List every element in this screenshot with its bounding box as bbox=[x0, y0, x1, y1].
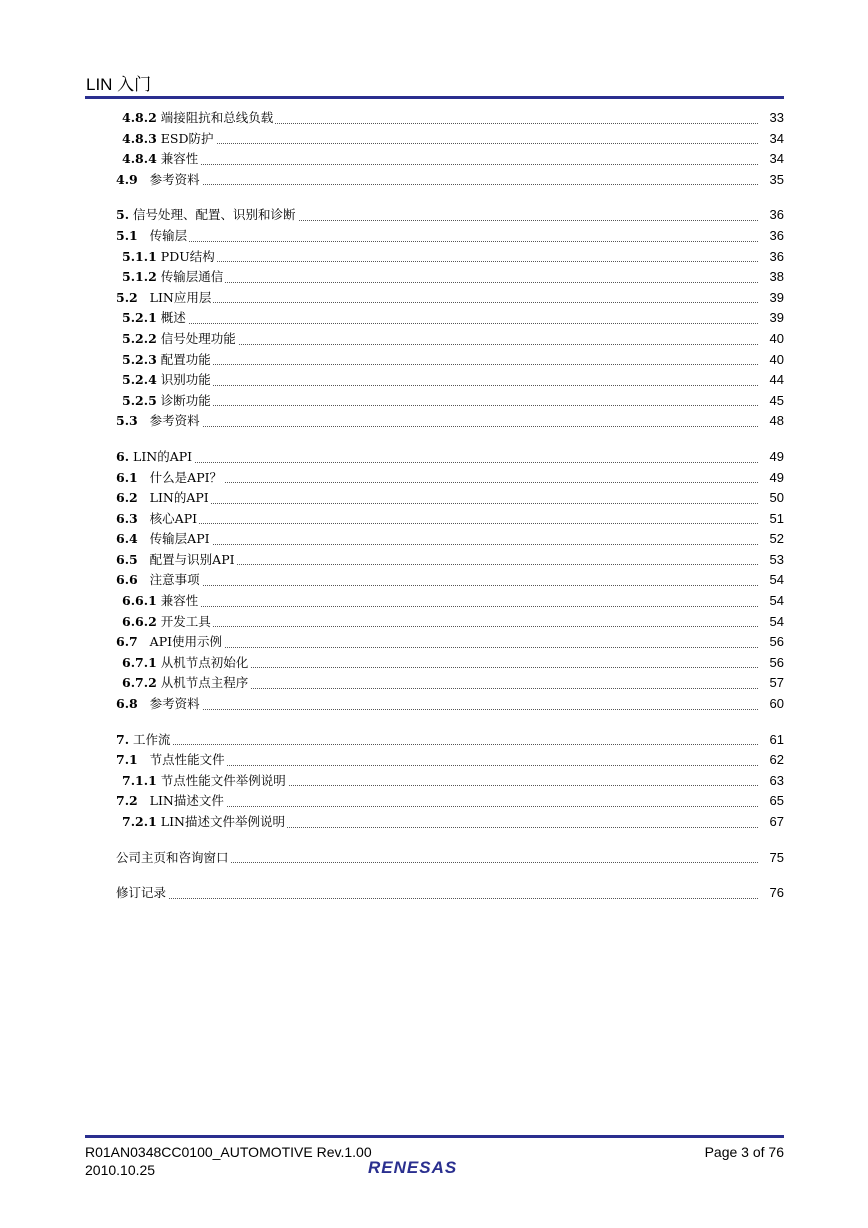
toc-entry-page: 53 bbox=[768, 550, 784, 571]
toc-entry-number: 4.9 bbox=[116, 171, 138, 187]
toc-entry[interactable] bbox=[116, 812, 784, 833]
toc-entry-title: 信号处理、配置、识别和诊断 bbox=[133, 207, 296, 223]
toc-entry-title: LIN应用层 bbox=[149, 289, 212, 305]
toc-entry[interactable] bbox=[116, 411, 784, 432]
toc-entry-page: 49 bbox=[768, 447, 784, 468]
toc-entry[interactable] bbox=[116, 370, 784, 391]
toc-entry-number: 6.6.1 bbox=[122, 593, 157, 609]
toc-entry[interactable] bbox=[116, 170, 784, 191]
toc-entry-page: 48 bbox=[768, 411, 784, 432]
toc-entry-title: 信号处理功能 bbox=[160, 330, 236, 346]
toc-entry[interactable] bbox=[116, 591, 784, 612]
toc-entry-page: 65 bbox=[768, 791, 784, 812]
toc-entry-number: 5.2.1 bbox=[122, 310, 157, 326]
toc-entry-page: 38 bbox=[768, 267, 784, 288]
dot-leader bbox=[116, 744, 758, 745]
toc-entry[interactable] bbox=[116, 673, 784, 694]
toc-entry-title: 什么是API？ bbox=[149, 469, 223, 485]
toc-entry-page: 40 bbox=[768, 329, 784, 350]
toc-entry-number: 6. bbox=[116, 448, 130, 464]
toc-entry[interactable] bbox=[116, 108, 784, 129]
toc-entry-title: 传输层API bbox=[149, 531, 210, 547]
toc-entry-number: 6.6.2 bbox=[122, 613, 157, 629]
toc-entry-page: 57 bbox=[768, 673, 784, 694]
toc-entry-page: 39 bbox=[768, 288, 784, 309]
toc-entry-number: 6.8 bbox=[116, 696, 138, 712]
page-number: Page 3 of 76 bbox=[704, 1144, 784, 1160]
toc-entry-page: 44 bbox=[768, 370, 784, 391]
toc-entry-title: 注意事项 bbox=[149, 572, 200, 588]
toc-entry-number: 5.2.3 bbox=[122, 351, 157, 367]
toc-entry-page: 54 bbox=[768, 570, 784, 591]
toc-entry-number: 5.1.2 bbox=[122, 269, 157, 285]
toc-entry-number: 5.2.4 bbox=[122, 372, 157, 388]
toc-entry-page: 39 bbox=[768, 308, 784, 329]
toc-entry-page: 51 bbox=[768, 509, 784, 530]
toc-entry[interactable] bbox=[116, 653, 784, 674]
dot-leader bbox=[116, 898, 758, 899]
toc-entry[interactable] bbox=[116, 205, 784, 226]
dot-leader bbox=[116, 426, 758, 427]
toc-entry[interactable] bbox=[116, 730, 784, 751]
toc-entry-page: 36 bbox=[768, 205, 784, 226]
dot-leader bbox=[116, 462, 758, 463]
toc-entry[interactable] bbox=[116, 509, 784, 530]
toc-entry-title: LIN的API bbox=[149, 490, 209, 506]
toc-entry[interactable] bbox=[116, 488, 784, 509]
toc-entry-number: 5.2 bbox=[116, 289, 138, 305]
toc-entry-title: LIN的API bbox=[133, 448, 193, 464]
toc-entry-page: 36 bbox=[768, 226, 784, 247]
toc-entry[interactable] bbox=[116, 771, 784, 792]
dot-leader bbox=[116, 241, 758, 242]
dot-leader bbox=[116, 184, 758, 185]
document-date: 2010.10.25 bbox=[85, 1162, 156, 1178]
toc-entry[interactable] bbox=[116, 447, 784, 468]
toc-entry-title: 配置功能 bbox=[160, 351, 211, 367]
toc-entry-page: 56 bbox=[768, 632, 784, 653]
footer-rule bbox=[85, 1135, 784, 1138]
toc-entry-title: 开发工具 bbox=[160, 613, 211, 629]
dot-leader bbox=[116, 544, 758, 545]
dot-leader bbox=[116, 164, 758, 165]
toc-entry-number: 7.2 bbox=[116, 793, 138, 809]
toc-entry[interactable] bbox=[116, 694, 784, 715]
toc-entry-title: 兼容性 bbox=[160, 593, 199, 609]
toc-entry[interactable] bbox=[116, 570, 784, 591]
header-rule bbox=[85, 96, 784, 99]
toc-entry-number: 6.7.1 bbox=[122, 654, 157, 670]
toc-entry-title: 节点性能文件举例说明 bbox=[160, 772, 286, 788]
toc-entry-title: 节点性能文件 bbox=[149, 752, 225, 768]
toc-entry-page: 61 bbox=[768, 730, 784, 751]
dot-leader bbox=[116, 709, 758, 710]
toc-entry-page: 45 bbox=[768, 391, 784, 412]
toc-entry-page: 67 bbox=[768, 812, 784, 833]
toc-entry-title: 识别功能 bbox=[160, 372, 211, 388]
toc-entry-number: 5.2.2 bbox=[122, 330, 157, 346]
toc-entry-page: 34 bbox=[768, 149, 784, 170]
toc-entry[interactable] bbox=[116, 791, 784, 812]
toc-entry-number: 6.2 bbox=[116, 490, 138, 506]
toc-entry-page: 75 bbox=[768, 848, 784, 869]
page-header-title: LIN 入门 bbox=[86, 75, 152, 94]
toc-entry-number: 4.8.3 bbox=[122, 130, 157, 146]
toc-entry-number: 7.1 bbox=[116, 752, 138, 768]
toc-entry-page: 34 bbox=[768, 129, 784, 150]
toc-entry-title: ESD防护 bbox=[160, 130, 214, 146]
toc-entry-title: 配置与识别API bbox=[149, 551, 235, 567]
dot-leader bbox=[116, 503, 758, 504]
toc-entry-page: 60 bbox=[768, 694, 784, 715]
toc-entry[interactable] bbox=[116, 883, 784, 904]
toc-entry[interactable] bbox=[116, 308, 784, 329]
toc-entry-page: 40 bbox=[768, 350, 784, 371]
toc-entry-title: 从机节点主程序 bbox=[160, 675, 249, 691]
toc-entry[interactable] bbox=[116, 329, 784, 350]
toc-entry-page: 49 bbox=[768, 468, 784, 489]
toc-entry[interactable] bbox=[116, 612, 784, 633]
toc-entry-page: 50 bbox=[768, 488, 784, 509]
toc-entry-number: 5. bbox=[116, 207, 130, 223]
toc-entry-title: 传输层 bbox=[149, 227, 188, 243]
toc-entry[interactable] bbox=[116, 468, 784, 489]
toc-entry[interactable] bbox=[116, 288, 784, 309]
toc-entry-page: 76 bbox=[768, 883, 784, 904]
toc-entry-number: 7.1.1 bbox=[122, 772, 157, 788]
toc-entry-title: LIN描述文件 bbox=[149, 793, 224, 809]
toc-entry-page: 54 bbox=[768, 591, 784, 612]
dot-leader bbox=[116, 606, 758, 607]
dot-leader bbox=[116, 585, 758, 586]
toc-entry-page: 54 bbox=[768, 612, 784, 633]
toc-entry-number: 4.8.4 bbox=[122, 151, 157, 167]
toc-entry-number: 6.1 bbox=[116, 469, 138, 485]
toc-entry-page: 36 bbox=[768, 247, 784, 268]
toc-entry-number: 7.2.1 bbox=[122, 814, 157, 829]
dot-leader bbox=[116, 323, 758, 324]
toc-entry-title: 从机节点初始化 bbox=[160, 654, 249, 670]
toc-entry-title: 端接阻抗和总线负载 bbox=[160, 110, 274, 125]
toc-entry-title: 参考资料 bbox=[149, 696, 200, 712]
toc-entry-title: LIN描述文件举例说明 bbox=[160, 814, 285, 829]
toc-entry-title: 修订记录 bbox=[116, 885, 167, 901]
toc-entry-page: 33 bbox=[768, 108, 784, 129]
toc-entry-number: 6.3 bbox=[116, 510, 138, 526]
toc-entry-number: 5.1 bbox=[116, 227, 138, 243]
toc-entry-page: 63 bbox=[768, 771, 784, 792]
toc-entry-title: 兼容性 bbox=[160, 151, 199, 167]
logo-text: RENESAS bbox=[368, 1158, 458, 1176]
toc-entry[interactable] bbox=[116, 632, 784, 653]
toc-entry-title: 参考资料 bbox=[149, 413, 200, 429]
toc-entry[interactable] bbox=[116, 550, 784, 571]
toc-entry[interactable] bbox=[116, 750, 784, 771]
toc-entry-title: PDU结构 bbox=[160, 248, 215, 264]
renesas-logo bbox=[368, 1158, 474, 1180]
toc-entry-title: API使用示例 bbox=[149, 634, 223, 650]
toc-entry[interactable] bbox=[116, 848, 784, 869]
toc-entry[interactable] bbox=[116, 226, 784, 247]
table-of-contents bbox=[116, 108, 784, 904]
toc-entry-number: 6.5 bbox=[116, 551, 138, 567]
toc-entry-number: 6.7.2 bbox=[122, 675, 157, 691]
toc-entry-page: 56 bbox=[768, 653, 784, 674]
toc-entry-number: 5.2.5 bbox=[122, 392, 157, 408]
toc-entry-number: 6.6 bbox=[116, 572, 138, 588]
toc-entry-title: 传输层通信 bbox=[160, 269, 224, 285]
toc-entry-number: 7. bbox=[116, 731, 130, 747]
toc-entry-number: 6.7 bbox=[116, 634, 138, 650]
toc-entry-page: 62 bbox=[768, 750, 784, 771]
toc-entry[interactable] bbox=[116, 247, 784, 268]
toc-entry-title: 诊断功能 bbox=[160, 392, 211, 408]
toc-entry[interactable] bbox=[116, 149, 784, 170]
toc-entry-page: 52 bbox=[768, 529, 784, 550]
toc-entry-number: 6.4 bbox=[116, 531, 138, 547]
toc-entry-title: 参考资料 bbox=[149, 171, 200, 187]
toc-entry-page: 35 bbox=[768, 170, 784, 191]
toc-entry-title: 概述 bbox=[160, 310, 186, 326]
toc-entry-number: 5.1.1 bbox=[122, 248, 157, 264]
toc-entry[interactable] bbox=[116, 529, 784, 550]
toc-entry[interactable] bbox=[116, 267, 784, 288]
toc-entry-number: 5.3 bbox=[116, 413, 138, 429]
toc-entry[interactable] bbox=[116, 129, 784, 150]
dot-leader bbox=[116, 523, 758, 524]
toc-entry-title: 核心API bbox=[149, 510, 198, 526]
toc-entry[interactable] bbox=[116, 350, 784, 371]
toc-entry-title: 公司主页和咨询窗口 bbox=[116, 849, 229, 865]
toc-entry-number: 4.8.2 bbox=[122, 110, 157, 125]
document-id: R01AN0348CC0100_AUTOMOTIVE Rev.1.00 bbox=[85, 1144, 372, 1160]
toc-entry[interactable] bbox=[116, 391, 784, 412]
toc-entry-title: 工作流 bbox=[133, 731, 171, 747]
